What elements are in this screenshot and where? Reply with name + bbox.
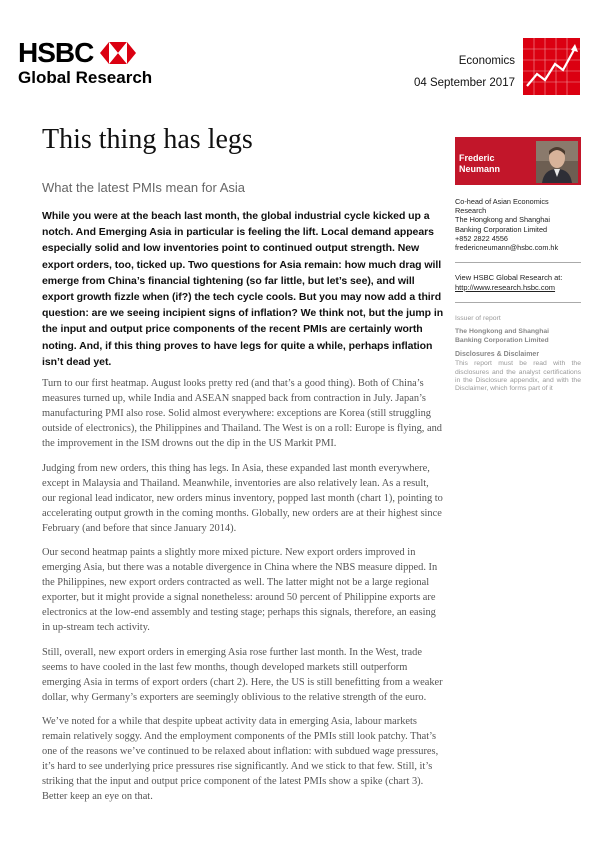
page-title: This thing has legs	[42, 124, 253, 155]
sidebar	[455, 137, 581, 394]
author-role-cont: Research	[455, 206, 487, 216]
lead-paragraph: While you were at the beach last month, the global industrial cycle kicked up a notch. And Emerging Asia in particular is feeling the lift. Local demand appears especially solid and low inventories point to continued output strength. New export orders, too, ticked up. Two questions for Asia remain: how much drag will emerge from China’s financial tightening (so far little, but let’s see), and will export growth fizzle when (if?) the tech cycle cools. But you may now add a third question: are we seeing incipient signs of inflation? We think not, but the jump in the input and output price components of the recent PMIs are certainly worth noting. And, if this thing proves to have legs for quite a while, perhaps inflation isn’t dead yet.	[42, 210, 444, 368]
view-research-label: View HSBC Global Research at:	[455, 273, 563, 283]
view-research	[455, 273, 581, 292]
sidebar-divider	[455, 302, 581, 303]
division-name: Global Research	[18, 68, 153, 87]
hsbc-hexagon-icon	[100, 42, 136, 64]
disclosures-text: This report must be read with the disclosures and the analyst certifications in the Disclosure appendix, and with the Disclaimer, which forms part of it	[455, 360, 581, 393]
body-paragraph: Turn to our first heatmap. August looks pretty red (and that’s a good thing). Both of China’s measures turned up, while India and ASEAN snapped back from contraction in July. Japan’s manufacturing PMI also rose. Solid almost everywhere: exceptions are Korea (still struggling outside of electronics), the Philippines and Thailand. The West is on a roll: Europe is flying, and the improvement in the ISM drowns out the dip in the US Markit PMI.	[42, 378, 442, 450]
body-paragraph: Still, overall, new export orders in emerging Asia rose further last month. In the West, trade seems to have cooled in the last few months, though developed markets still outperform emerging Asia in terms of export orders (chart 2). Here, the US is still benefitting from a weaker dollar, why Germany’s exporters are seemingly oblivious to the relative strength of the euro.	[42, 646, 443, 703]
author-role: Co-head of Asian Economics	[455, 197, 549, 206]
header-meta	[414, 50, 515, 94]
issuer-name-line: Banking Corporation Limited	[455, 336, 549, 344]
issuer-name-line: The Hongkong and Shanghai	[455, 328, 550, 336]
author-box	[455, 137, 581, 185]
economics-chart-icon	[523, 38, 580, 95]
sidebar-divider	[455, 262, 581, 263]
author-name	[459, 153, 500, 175]
author-email[interactable]: fredericneumann@hsbc.com.hk	[455, 243, 559, 253]
author-first-name: Frederic	[459, 153, 495, 163]
author-photo	[536, 141, 578, 183]
author-company: The Hongkong and Shanghai	[455, 215, 550, 225]
body-paragraph: Judging from new orders, this thing has legs. In Asia, these expanded last month everywhere, except in Malaysia and Thailand. Meanwhile, inventories are also relatively lean. As a result, our regional lead indicator, new orders minus inventory, popped last month (chart 1), pointing to accelerating output growth in the coming months. Globally, new orders are at their highest since February (and before that since January 2014).	[42, 462, 443, 534]
main-body	[42, 208, 444, 813]
author-phone: +852 2822 4556	[455, 233, 508, 243]
author-details	[455, 197, 581, 252]
author-company-cont: Banking Corporation Limited	[455, 224, 548, 234]
body-paragraph: We’ve noted for a while that despite upbeat activity data in emerging Asia, labour markets remain relatively soggy. And the employment components of the PMIs still look patchy. That’s one of the reasons we’ve continued to be relaxed about inflation: with subdued wage pressures, it’s hard to see underlying price pressures rise significantly. And we stick to that few. Still, it’s striking that the input and output price component of the latest PMIs show a spike (chart 3). Better keep an eye on that.	[42, 715, 439, 803]
research-link[interactable]: http://www.research.hsbc.com	[455, 282, 556, 292]
author-last-name: Neumann	[459, 164, 501, 174]
section-label: Economics	[458, 55, 515, 67]
issuer-label: Issuer of report	[455, 315, 501, 323]
brand-name: HSBC	[18, 37, 94, 68]
page-subtitle: What the latest PMIs mean for Asia	[42, 180, 246, 195]
disclosures-heading: Disclosures & Disclaimer	[455, 351, 540, 359]
report-date: 04 September 2017	[413, 77, 515, 89]
hsbc-logo	[18, 37, 158, 88]
issuer-name	[455, 328, 581, 345]
body-paragraph: Our second heatmap paints a slightly more mixed picture. New export orders improved in emerging Asia, but there was a notable divergence in China where the NBS measure dipped. In the Philippines, new export orders contracted as well. The latter might not be a large regional exporter, but it might provide a signal nonetheless: around 50 percent of Philippine exports are electronics at the low-end assembly and testing stage; perhaps this signals, therefore, an easing in up-stream tech activity.	[42, 546, 438, 634]
